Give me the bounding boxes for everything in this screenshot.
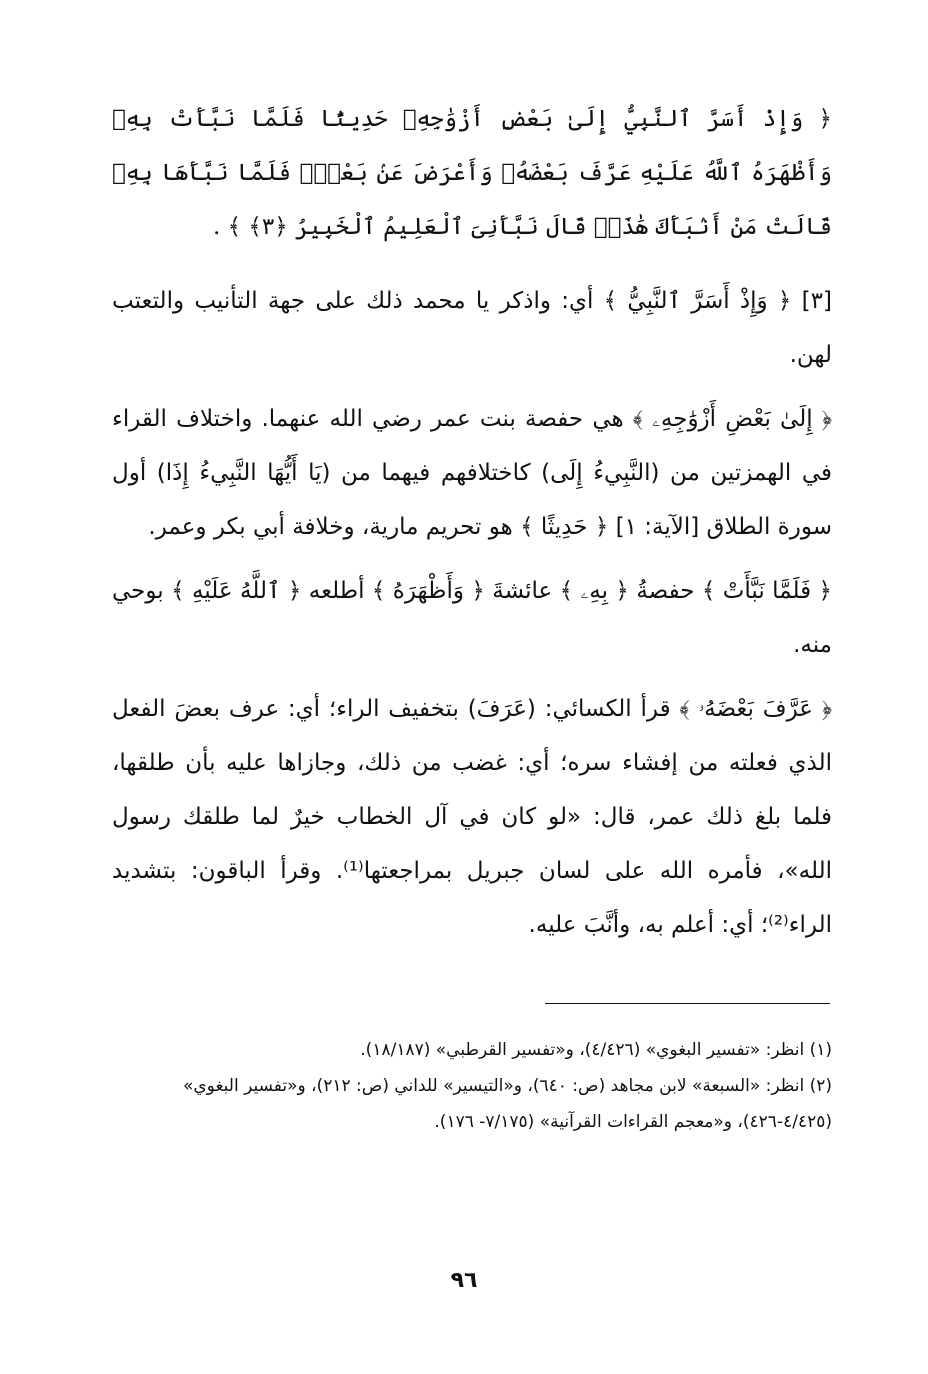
footnote-1: (١) انظر: «تفسير البغوي» (٤/٤٢٦)، و«تفسير القرطبي» (١٨/١٨٧). — [360, 1040, 832, 1060]
commentary-paragraph-readings: ﴿ عَرَّفَ بَعْضَهُۥ ﴾ قرأ الكسائي: (عَرَفَ) بتخفيف الراء؛ أي: عرف بعضَ الفعل الذي فعلته من إفشاء سره؛ أي: غضب من ذلك، وجازاها عليه بأن طلقها، فلما بلغ ذلك عمر، قال: «لو كان في آل الخطاب خيرٌ لما طلقك رسول الله»، فأمره الله على لسان جبريل بمراجعتها⁽¹⁾. وقرأ الباقون: بتشديد الراء⁽²⁾؛ أي: أعلم به، وأنَّبَ عليه. — [112, 696, 832, 938]
quran-verse: ﴿ وَإِذْ أَسَرَّ ٱلنَّبِيُّ إِلَىٰ بَعْضِ أَزْوَٰجِهِۦ حَدِيثًا فَلَمَّا نَبَّأَتْ بِهِۦ وَأَظْهَرَهُ ٱللَّهُ عَلَيْهِ عَرَّفَ بَعْضَهُۥ وَأَعْرَضَ عَنۢ بَعْضٍۖ فَلَمَّا نَبَّأَهَا بِهِۦ قَالَتْ مَنْ أَنۢبَأَكَ هَٰذَاۖ قَالَ نَبَّأَنِىَ ٱلْعَلِيمُ ٱلْخَبِيرُ ﴿٣﴾ ﴾ . — [112, 106, 832, 240]
page-number: ٩٦ — [450, 1268, 478, 1293]
commentary-paragraph-verse-3: [٣] ﴿ وَإِذْ أَسَرَّ ٱلنَّبِيُّ ﴾ أي: واذكر يا محمد ذلك على جهة التأنيب والتعتب لهن. — [112, 288, 832, 368]
footnote-divider — [545, 1003, 830, 1004]
main-text — [112, 92, 832, 962]
footnote-2: (٢) انظر: «السبعة» لابن مجاهد (ص: ٦٤٠)، و«التيسير» للداني (ص: ٢١٢)، و«تفسير البغوي» (٤/٤٢٥-٤٢٦)، و«معجم القراءات القرآنية» (٧/١٧٥- ١٧٦). — [182, 1076, 832, 1132]
commentary-paragraph-wives: ﴿ إِلَىٰ بَعْضِ أَزْوَٰجِهِۦ ﴾ هي حفصة بنت عمر رضي الله عنهما. واختلاف القراء في الهمزتين من (النَّبِيءُ إِلَى) كاختلافهم فيهما من (يَا أَيُّهَا النَّبِيءُ إِذَا) أول سورة الطلاق [الآية: ١] ﴿ حَدِيثًا ﴾ هو تحريم مارية، وخلافة أبي بكر وعمر. — [112, 406, 832, 540]
commentary-paragraph-informed: ﴿ فَلَمَّا نَبَّأَتْ ﴾ حفصةُ ﴿ بِهِۦ ﴾ عائشةَ ﴿ وَأَظْهَرَهُ ﴾ أطلعه ﴿ ٱللَّهُ عَلَيْهِ ﴾ بوحي منه. — [112, 578, 832, 658]
footnotes — [112, 1032, 832, 1140]
